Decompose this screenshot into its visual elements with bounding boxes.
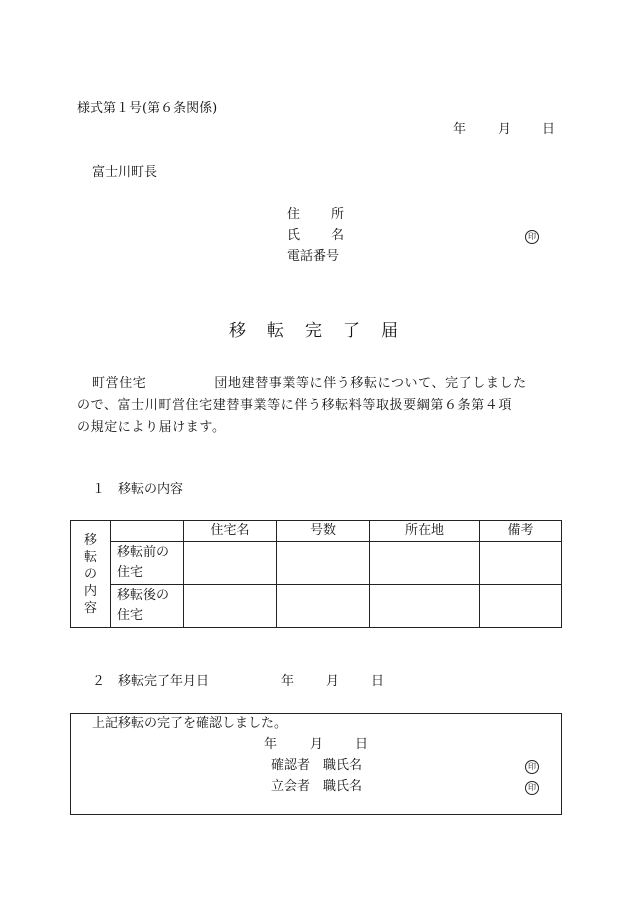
table-row	[71, 542, 562, 585]
title-char-3: 完	[305, 321, 322, 341]
title-char-5: 届	[381, 321, 398, 341]
header-blank	[111, 521, 184, 542]
body-line-3: の規定により届けます。	[77, 420, 226, 435]
col-header-remarks: 備考	[480, 521, 562, 542]
cell-after-remarks[interactable]	[480, 585, 562, 628]
phone-label: 電話番号	[287, 249, 340, 264]
completion-month: 月	[326, 674, 340, 689]
row-label-after: 移転後の 住宅	[111, 585, 184, 628]
document-title	[229, 320, 401, 342]
table-row	[71, 585, 562, 628]
cell-after-housing-name[interactable]	[184, 585, 277, 628]
relocation-table	[70, 520, 562, 628]
confirmation-day: 日	[355, 737, 369, 752]
form-number: 様式第１号(第６条関係)	[77, 101, 218, 116]
cell-before-remarks[interactable]	[480, 542, 562, 585]
body-line-1: 町営住宅 団地建替事業等に伴う移転について、完了しました	[92, 376, 527, 391]
name-label-2: 名	[331, 228, 345, 243]
name-label-1: 氏	[287, 228, 301, 243]
confirmation-month: 月	[310, 737, 324, 752]
date-day: 日	[542, 122, 556, 137]
confirmation-text: 上記移転の完了を確認しました。	[92, 716, 288, 731]
title-char-4: 了	[343, 321, 360, 341]
title-char-1: 移	[229, 321, 246, 341]
witness-label: 立会者 職氏名	[271, 779, 363, 794]
side-label: 移 転 の 内 容	[71, 521, 111, 628]
col-header-housing-name: 住宅名	[184, 521, 277, 542]
row-label-before: 移転前の 住宅	[111, 542, 184, 585]
cell-before-number[interactable]	[277, 542, 370, 585]
cell-after-location[interactable]	[370, 585, 480, 628]
section1-heading: １ 移転の内容	[92, 482, 184, 497]
completion-year: 年	[281, 674, 295, 689]
col-header-number: 号数	[277, 521, 370, 542]
confirmer-seal-icon: 印	[525, 760, 539, 774]
table-header-row	[71, 521, 562, 542]
confirmer-label: 確認者 職氏名	[271, 758, 363, 773]
cell-after-number[interactable]	[277, 585, 370, 628]
title-char-2: 転	[267, 321, 284, 341]
confirmation-year: 年	[264, 737, 278, 752]
date-month: 月	[498, 122, 512, 137]
col-header-location: 所在地	[370, 521, 480, 542]
body-line-2: ので、富士川町営住宅建替事業等に伴う移転料等取扱要綱第６条第４項	[77, 398, 512, 413]
section2-heading: ２ 移転完了年月日	[92, 674, 210, 689]
date-year: 年	[453, 122, 467, 137]
cell-before-housing-name[interactable]	[184, 542, 277, 585]
completion-day: 日	[371, 674, 385, 689]
address-label-1: 住	[287, 207, 301, 222]
cell-before-location[interactable]	[370, 542, 480, 585]
witness-seal-icon: 印	[525, 781, 539, 795]
address-label-2: 所	[331, 207, 345, 222]
addressee: 富士川町長	[92, 165, 158, 180]
applicant-seal-icon: 印	[525, 230, 539, 244]
